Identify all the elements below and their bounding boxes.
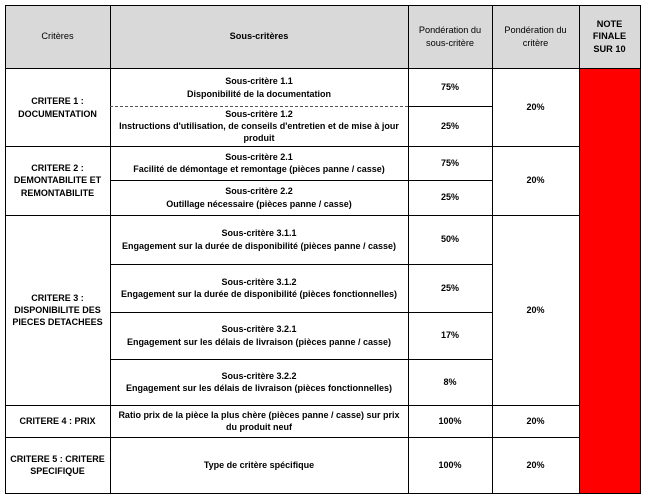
subcriterion-4-weight: 100% xyxy=(438,415,462,426)
subcriterion-1-1-description: Disponibilité de la documentation xyxy=(186,88,331,99)
subcriterion-2-2-title: Sous-critère 2.2 xyxy=(225,186,293,197)
criterion-3-weight: 20% xyxy=(526,304,545,315)
subcriterion-3-1-2-description: Engagement sur la durée de disponibilité (pièces fonctionnelles) xyxy=(120,289,398,299)
subcriterion-5-weight: 100% xyxy=(438,459,462,470)
subcriterion-3-2-2-title: Sous-critère 3.2.2 xyxy=(221,370,297,381)
header-sous-criteres: Sous-critères xyxy=(110,5,408,68)
subcriterion-2-2 xyxy=(110,180,408,215)
subcriterion-1-2-weight: 25% xyxy=(440,120,459,131)
subcriterion-2-1-title: Sous-critère 2.1 xyxy=(225,151,293,162)
subcriterion-2-2-weight: 25% xyxy=(440,192,459,203)
subcriterion-2-1-weight: 75% xyxy=(440,157,459,168)
subcriterion-3-1-1-description: Engagement sur la durée de disponibilité (pièces panne / casse) xyxy=(121,240,397,251)
subcriterion-1-2-description: Instructions d'utilisation, de conseils d'entretien et de mise à jour produit xyxy=(119,120,399,144)
grid-line xyxy=(640,5,641,493)
subcriterion-3-2-1 xyxy=(110,312,408,359)
subcriterion-3-1-1 xyxy=(110,215,408,264)
subcriterion-3-2-2 xyxy=(110,359,408,405)
subcriterion-1-1 xyxy=(110,69,408,106)
subcriterion-3-2-1-weight: 17% xyxy=(440,330,459,341)
criterion-3-name: CRITERE 3 : DISPONIBILITE DES PIECES DETACHEES xyxy=(12,292,103,328)
grid-line xyxy=(110,180,492,181)
subcriterion-3-2-1-description: Engagement sur les délais de livraison (pièces panne / casse) xyxy=(126,336,392,347)
grid-line xyxy=(110,312,492,313)
criterion-5-weight: 20% xyxy=(526,459,545,470)
subcriterion-3-1-1-weight: 50% xyxy=(440,234,459,245)
subcriterion-3-1-2 xyxy=(110,264,408,312)
header-criteres: Critères xyxy=(5,5,110,68)
grid-line xyxy=(579,5,580,493)
subcriterion-3-1-1-title: Sous-critère 3.1.1 xyxy=(221,228,297,239)
subcriterion-3-2-1-title: Sous-critère 3.2.1 xyxy=(221,324,297,335)
subcriterion-2-1 xyxy=(110,146,408,180)
subcriterion-3-1-2-title: Sous-critère 3.1.2 xyxy=(221,276,297,287)
criterion-2-weight: 20% xyxy=(526,175,545,186)
criterion-1-name: CRITERE 1 : DOCUMENTATION xyxy=(18,96,97,119)
criterion-2-name: CRITERE 2 : DEMONTABILITE ET REMONTABILITE xyxy=(13,163,102,198)
criterion-4-weight: 20% xyxy=(526,415,545,426)
header-note-finale: NOTE FINALE SUR 10 xyxy=(579,5,640,68)
grid-line xyxy=(5,437,580,438)
grid-line xyxy=(5,5,641,6)
criterion-4-name: CRITERE 4 : PRIX xyxy=(19,415,96,426)
header-ponderation-sous-critere: Pondération du sous-critère xyxy=(408,5,492,68)
subcriterion-1-2 xyxy=(110,106,408,146)
grid-line xyxy=(408,106,492,107)
subcriterion-5-description: Type de critère spécifique xyxy=(203,459,315,470)
grid-line xyxy=(110,5,111,493)
grid-line xyxy=(5,146,580,147)
grid-line xyxy=(408,5,409,493)
grid-line xyxy=(110,106,408,107)
criterion-5-name: CRITERE 5 : CRITERE SPECIFIQUE xyxy=(10,453,105,476)
subcriterion-1-1-title: Sous-critère 1.1 xyxy=(225,76,293,87)
header-ponderation-critere: Pondération du critère xyxy=(492,5,579,68)
subcriterion-1-2-title: Sous-critère 1.2 xyxy=(225,108,293,119)
note-finale-cell[interactable] xyxy=(579,69,640,493)
grid-line xyxy=(110,359,492,360)
subcriterion-3-2-2-description: Engagement sur les délais de livraison (pièces fonctionnelles) xyxy=(125,383,393,393)
grid-line xyxy=(110,264,492,265)
subcriterion-4-description: Ratio prix de la pièce la plus chère (pièces panne / casse) sur prix du produit neuf xyxy=(118,409,400,432)
subcriterion-2-2-description: Outillage nécessaire (pièces panne / casse) xyxy=(166,198,352,209)
subcriterion-1-1-weight: 75% xyxy=(440,82,459,93)
grid-line xyxy=(5,68,641,69)
grid-line xyxy=(5,215,580,216)
subcriterion-2-1-description: Facilité de démontage et remontage (pièces panne / casse) xyxy=(133,164,385,174)
grid-line xyxy=(492,5,493,493)
subcriterion-3-2-2-weight: 8% xyxy=(443,376,457,387)
subcriterion-3-1-2-weight: 25% xyxy=(440,282,459,293)
grid-line xyxy=(5,405,580,406)
grid-line xyxy=(5,5,6,493)
criterion-1-weight: 20% xyxy=(526,102,545,113)
grid-line xyxy=(5,493,641,494)
